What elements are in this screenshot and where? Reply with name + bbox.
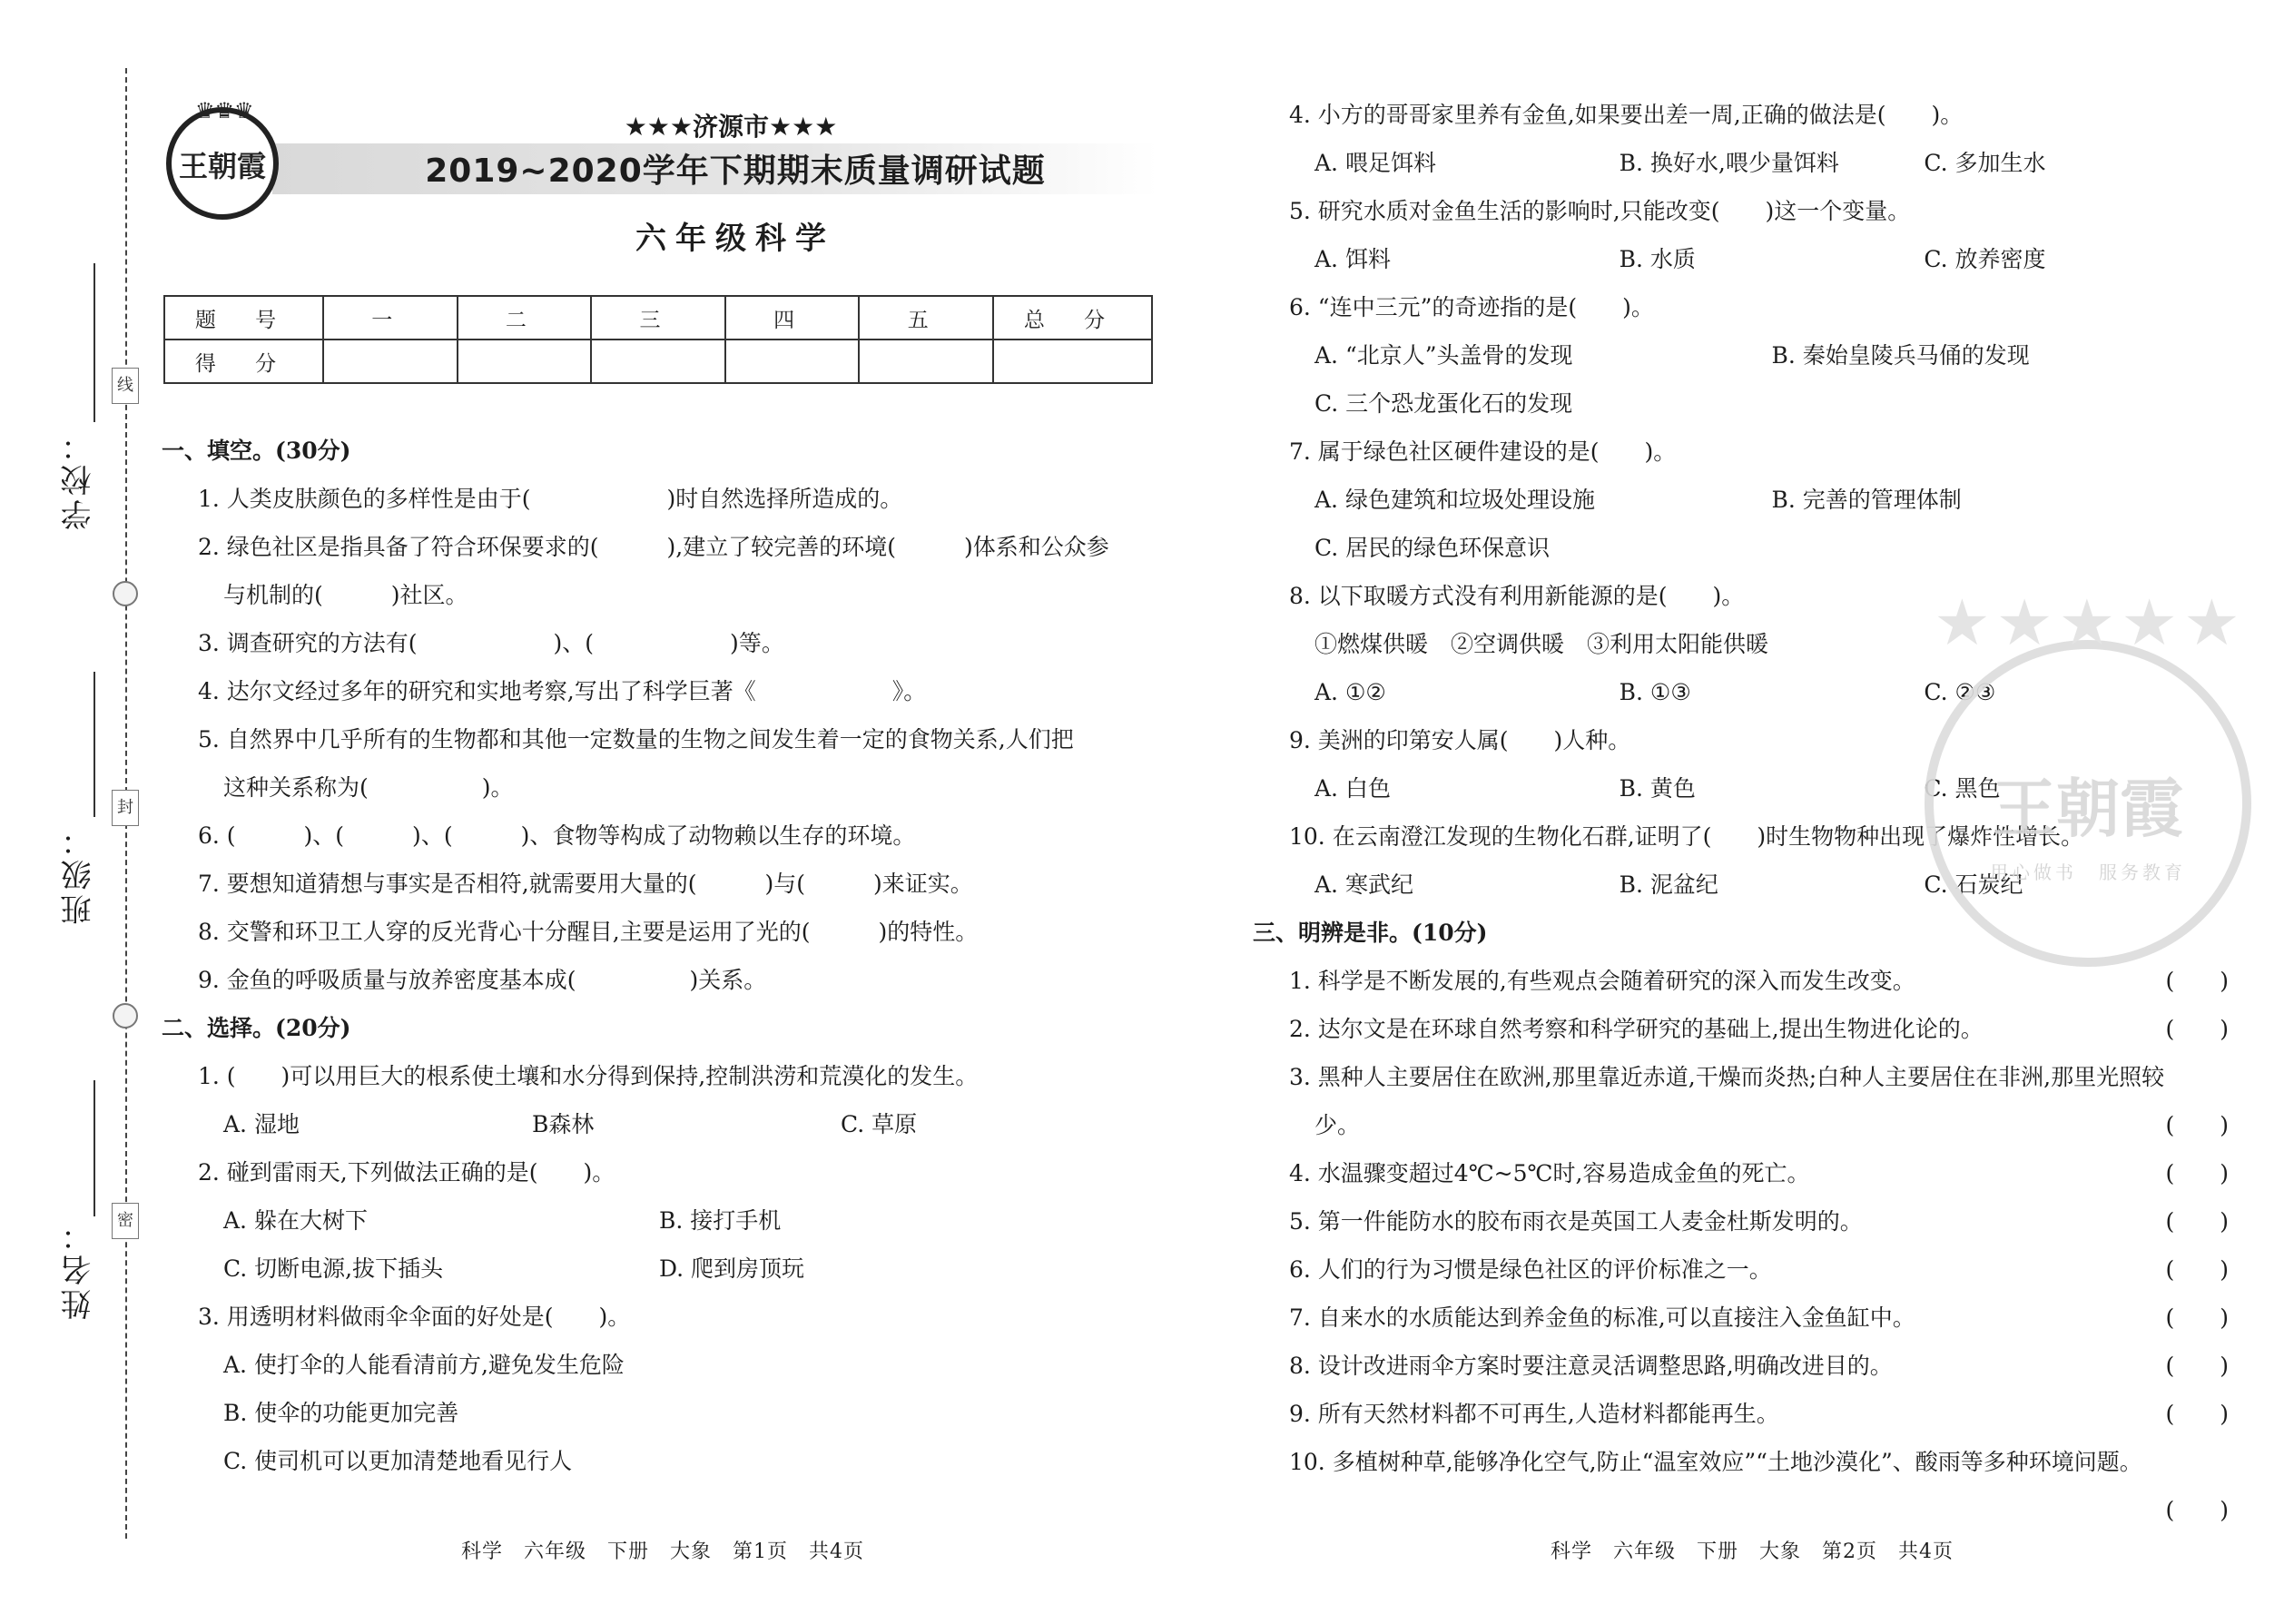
fill-question: 8. 交警和环卫工人穿的反光背心十分醒目,主要是运用了光的( )的特性。 [198, 919, 979, 945]
table-cell: 一 [323, 296, 458, 340]
judge-text: 9. 所有天然材料都不可再生,人造材料都能再生。 [1289, 1401, 1779, 1427]
fill-question: 2. 绿色社区是指具备了符合环保要求的( ),建立了较完善的环境( )体系和公众参 [198, 534, 1109, 560]
fill-question: 5. 自然界中几乎所有的生物都和其他一定数量的生物之间发生着一定的食物关系,人们把 [198, 726, 1074, 753]
seal-line-mark: 线 [112, 368, 139, 404]
choice-question: 7. 属于绿色社区硬件建设的是( )。 [1289, 438, 1677, 465]
score-cell[interactable] [859, 340, 993, 383]
table-cell: 总 分 [993, 296, 1152, 340]
answer-blank[interactable]: ( ) [2165, 1304, 2229, 1331]
binding-hole-icon [113, 581, 138, 606]
city-heading: ★★★济源市★★★ [624, 112, 838, 142]
table-cell: 二 [458, 296, 592, 340]
judge-text: 3. 黑种人主要居住在欧洲,那里靠近赤道,干燥而炎热;白种人主要居住在非洲,那里光照较 [1289, 1064, 2165, 1090]
option: C. 三个恐龙蛋化石的发现 [1314, 390, 1573, 417]
fill-question: 9. 金鱼的呼吸质量与放养密度基本成( )关系。 [198, 967, 767, 993]
option: B. 换好水,喂少量饵料 [1619, 150, 1839, 176]
answer-blank[interactable]: ( ) [2165, 1353, 2229, 1379]
answer-blank[interactable]: ( ) [2165, 968, 2229, 994]
option: A. ①② [1314, 679, 1386, 705]
fill-question: 4. 达尔文经过多年的研究和实地考察,写出了科学巨著《 》。 [198, 678, 927, 704]
choice-options [162, 1245, 1165, 1293]
option: A. 使打伞的人能看清前方,避免发生危险 [223, 1352, 625, 1378]
judge-item [1253, 1005, 2229, 1053]
binding-hole-icon [113, 1003, 138, 1029]
choice-question: 6. “连中三元”的奇迹指的是( )。 [1289, 294, 1654, 320]
fill-question-cont: 与机制的( )社区。 [223, 582, 468, 608]
seal-secret-mark: 密 [112, 1203, 139, 1239]
option: A. 湿地 [223, 1111, 300, 1137]
subject-title: 六年级科学 [635, 221, 835, 257]
watermark-text: 王朝霞 [1993, 771, 2183, 846]
judge-text: 4. 水温骤变超过4℃~5℃时,容易造成金鱼的死亡。 [1289, 1160, 1810, 1186]
table-cell: 四 [725, 296, 860, 340]
choice-question: 10. 在云南澄江发现的生物化石群,证明了( )时生物物种出现了爆炸性增长。 [1289, 823, 2084, 850]
judge-text: 10. 多植树种草,能够净化空气,防止“温室效应”“土地沙漠化”、酸雨等多种环境问题。 [1289, 1449, 2142, 1475]
option: D. 爬到房顶玩 [659, 1255, 805, 1282]
fill-question: 3. 调查研究的方法有( )、( )等。 [198, 630, 784, 656]
table-cell: 五 [859, 296, 993, 340]
score-cell[interactable] [323, 340, 458, 383]
option: A. 绿色建筑和垃圾处理设施 [1314, 487, 1595, 513]
judge-item [1253, 1245, 2229, 1294]
section-fill-title: 一、填空。(30分) [162, 438, 351, 464]
seal-seal-mark: 封 [112, 790, 139, 826]
option: B. 泥盆纪 [1619, 871, 1718, 898]
school-blank [94, 263, 95, 422]
fill-question: 6. ( )、( )、( )、食物等构成了动物赖以生存的环境。 [198, 822, 916, 849]
score-cell[interactable] [591, 340, 725, 383]
exam-title: 2019~2020学年下期期末质量调研试题 [425, 153, 1046, 190]
judge-text: 2. 达尔文是在环球自然考察和科学研究的基础上,提出生物进化论的。 [1289, 1016, 1984, 1042]
star-icon: ★★★★★ [1934, 586, 2246, 660]
option: B. 水质 [1619, 246, 1696, 272]
score-cell[interactable] [725, 340, 860, 383]
option: B. 黄色 [1619, 775, 1696, 802]
option: A. 躲在大树下 [223, 1207, 368, 1234]
choice-options [1253, 235, 2229, 283]
page-footer-right: 科学 六年级 下册 大象 第2页 共4页 [1551, 1540, 1954, 1563]
class-blank [94, 672, 95, 817]
option: A. 饵料 [1314, 246, 1391, 272]
section-choice-title: 二、选择。(20分) [162, 1015, 351, 1041]
crown-icon: ♛♛♛ [195, 98, 254, 123]
fill-question: 1. 人类皮肤颜色的多样性是由于( )时自然选择所造成的。 [198, 486, 903, 512]
logo-text: 王朝霞 [178, 149, 266, 183]
judge-item [1253, 1197, 2229, 1245]
judge-item [1253, 1342, 2229, 1390]
option: C. 切断电源,拔下插头 [223, 1255, 444, 1282]
judge-item [1253, 1294, 2229, 1342]
school-label: 学校： [61, 427, 97, 530]
choice-question: 1. ( )可以用巨大的根系使土壤和水分得到保持,控制洪涝和荒漠化的发生。 [198, 1063, 979, 1089]
judge-text: 7. 自来水的水质能达到养金鱼的标准,可以直接注入金鱼缸中。 [1289, 1304, 1915, 1331]
name-blank [94, 1080, 95, 1216]
option: C. 黑色 [1924, 775, 2001, 802]
choice-question: 2. 碰到雷雨天,下列做法正确的是( )。 [198, 1159, 615, 1186]
option: A. 寒武纪 [1314, 871, 1413, 898]
publisher-logo [166, 98, 279, 220]
choice-options [162, 1100, 1165, 1148]
table-cell: 三 [591, 296, 725, 340]
answer-blank[interactable]: ( ) [2165, 1112, 2229, 1138]
publisher-watermark [1925, 586, 2251, 967]
judge-text: 少。 [1314, 1112, 1361, 1138]
option: A. 喂足饵料 [1314, 150, 1436, 176]
binding-margin [0, 0, 159, 1624]
choice-options [1253, 476, 2229, 524]
option: C. 放养密度 [1924, 246, 2046, 272]
table-row [164, 340, 1152, 383]
option: C. 使司机可以更加清楚地看见行人 [223, 1448, 573, 1474]
score-table [163, 295, 1153, 384]
option: B. 接打手机 [659, 1207, 782, 1234]
choice-question: 9. 美洲的印第安人属( )人种。 [1289, 727, 1631, 753]
choice-options [1253, 331, 2229, 379]
table-cell: 得 分 [164, 340, 323, 383]
option: B. 使伞的功能更加完善 [223, 1400, 459, 1426]
option: A. “北京人”头盖骨的发现 [1314, 342, 1573, 369]
section-judge-title: 三、明辨是非。(10分) [1253, 920, 1488, 946]
table-cell: 题 号 [164, 296, 323, 340]
score-cell[interactable] [993, 340, 1152, 383]
option: C. 多加生水 [1924, 150, 2046, 176]
judge-item [1253, 1149, 2229, 1197]
judge-item [1253, 1101, 2229, 1149]
watermark-slogan: 用心做书 服务教育 [1990, 861, 2186, 883]
choice-items: ①燃煤供暖 ②空调供暖 ③利用太阳能供暖 [1314, 631, 1769, 657]
score-cell[interactable] [458, 340, 592, 383]
judge-text: 6. 人们的行为习惯是绿色社区的评价标准之一。 [1289, 1256, 1772, 1283]
option: A. 白色 [1314, 775, 1391, 802]
choice-question: 4. 小方的哥哥家里养有金鱼,如果要出差一周,正确的做法是( )。 [1289, 102, 1964, 128]
page-footer-left: 科学 六年级 下册 大象 第1页 共4页 [461, 1540, 864, 1563]
option: B森林 [532, 1111, 595, 1137]
option: B. ①③ [1619, 679, 1691, 705]
judge-item [1253, 1053, 2229, 1101]
name-label: 姓名： [61, 1216, 97, 1320]
left-column [162, 427, 1165, 1485]
answer-blank[interactable]: ( ) [2165, 1256, 2229, 1283]
judge-text: 5. 第一件能防水的胶布雨衣是英国工人麦金杜斯发明的。 [1289, 1208, 1863, 1235]
option: B. 秦始皇陵兵马俑的发现 [1771, 342, 2030, 369]
answer-blank[interactable]: ( ) [2165, 1401, 2229, 1427]
judge-item [1253, 1438, 2229, 1486]
choice-options [162, 1196, 1165, 1245]
option: C. ②③ [1924, 679, 1996, 705]
answer-blank[interactable]: ( ) [2165, 1497, 2229, 1523]
judge-item [1253, 1390, 2229, 1438]
class-label: 班级： [61, 822, 97, 925]
fill-question: 7. 要想知道猜想与事实是否相符,就需要用大量的( )与( )来证实。 [198, 871, 973, 897]
choice-question: 8. 以下取暖方式没有利用新能源的是( )。 [1289, 583, 1745, 609]
answer-blank[interactable]: ( ) [2165, 1208, 2229, 1235]
choice-question: 5. 研究水质对金鱼生活的影响时,只能改变( )这一个变量。 [1289, 198, 1911, 224]
choice-question: 3. 用透明材料做雨伞伞面的好处是( )。 [198, 1304, 631, 1330]
option: C. 草原 [841, 1111, 918, 1137]
fill-question-cont: 这种关系称为( )。 [223, 774, 514, 801]
judge-text: 8. 设计改进雨伞方案时要注意灵活调整思路,明确改进目的。 [1289, 1353, 1893, 1379]
option: C. 居民的绿色环保意识 [1314, 535, 1551, 561]
choice-options [1253, 139, 2229, 187]
option: C. 石炭纪 [1924, 871, 2023, 898]
judge-text: 1. 科学是不断发展的,有些观点会随着研究的深入而发生改变。 [1289, 968, 1915, 994]
table-row [164, 296, 1152, 340]
option: B. 完善的管理体制 [1771, 487, 1962, 513]
answer-blank[interactable]: ( ) [2165, 1016, 2229, 1042]
answer-blank[interactable]: ( ) [2165, 1160, 2229, 1186]
